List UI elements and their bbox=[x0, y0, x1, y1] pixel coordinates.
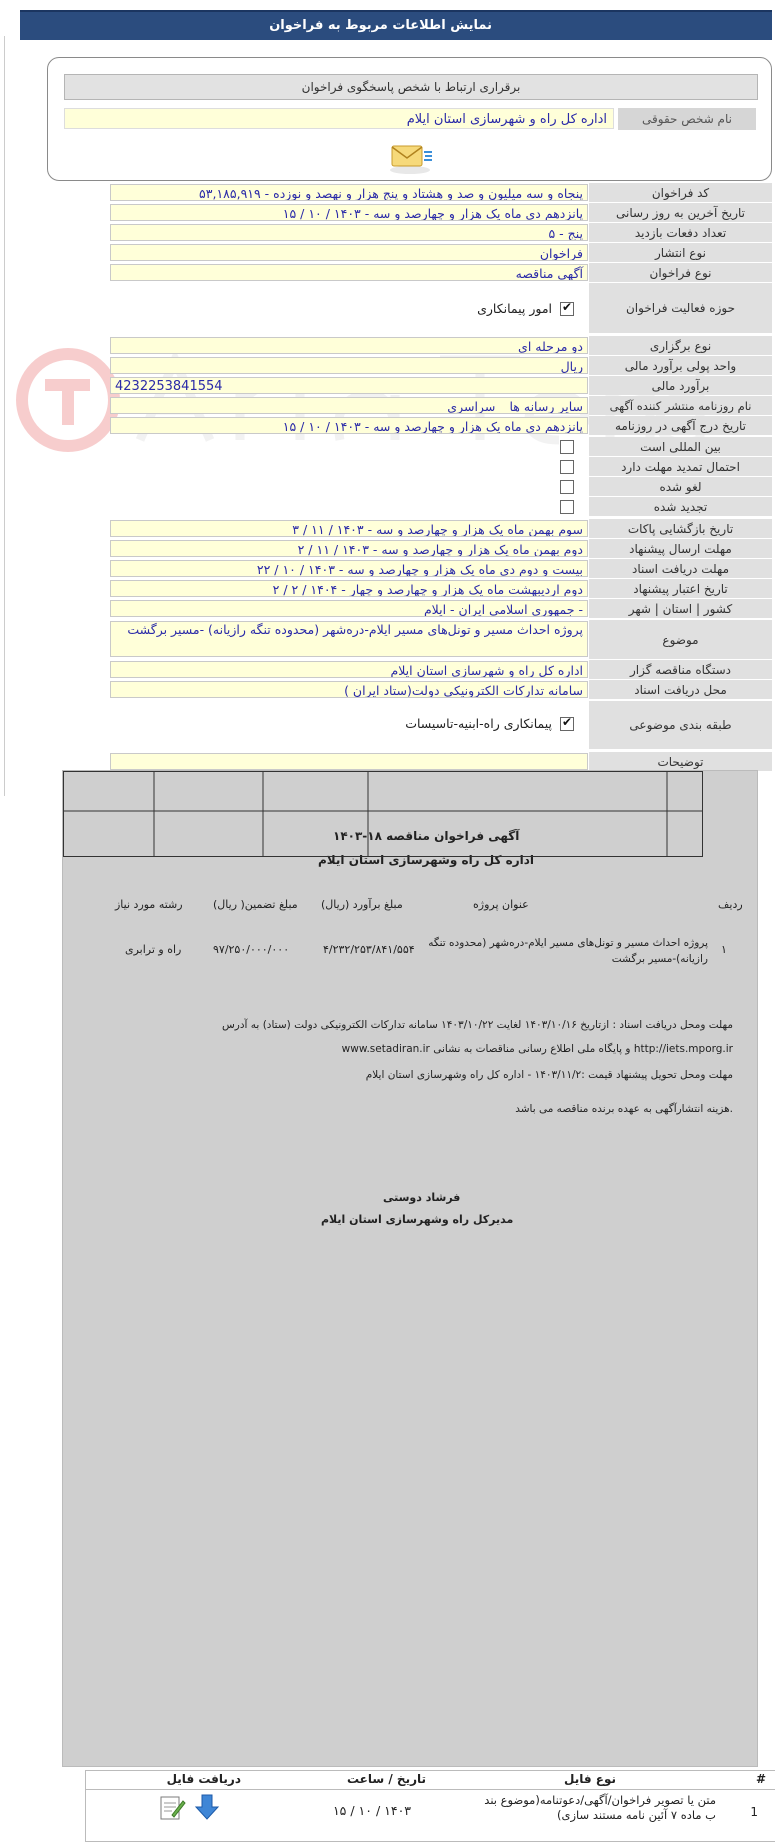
label-renewed: تجدید شده bbox=[589, 497, 772, 516]
label-revisions: تعداد دفعات بازدید bbox=[589, 223, 772, 242]
category-checkbox[interactable] bbox=[560, 717, 574, 731]
label-newspaper: نام روزنامه منتشر کننده آگهی bbox=[589, 396, 772, 415]
scan-td-project: پروژه احداث مسیر و تونل‌های مسیر ایلام-دره‌شهر (محدوده تنگه رازیانه)-مسیر برگشت bbox=[428, 937, 708, 965]
label-international: بین المللی است bbox=[589, 437, 772, 456]
legal-name-label: نام شخص حقوقی bbox=[618, 108, 756, 130]
label-currency: واحد پولی برآورد مالی bbox=[589, 356, 772, 375]
scan-th-guarantee: مبلغ تضمین( ریال) bbox=[213, 898, 298, 911]
label-organizer: دستگاه مناقصه گزار bbox=[589, 660, 772, 679]
row-activity bbox=[110, 283, 772, 333]
row-submit-deadline bbox=[110, 539, 772, 558]
value-subject: پروژه احداث مسیر و تونل‌های مسیر ایلام-دره‌شهر (محدوده تنگه رازیانه) -مسیر برگشت bbox=[110, 621, 588, 657]
files-th-num: # bbox=[755, 1772, 766, 1786]
scan-td-estimate: ۴/۲۳۲/۲۵۳/۸۴۱/۵۵۴ bbox=[323, 943, 415, 956]
cancelled-checkbox[interactable] bbox=[560, 480, 574, 494]
scan-subtitle: اداره کل راه وشهرسازی استان ایلام bbox=[318, 853, 535, 867]
row-renewed bbox=[110, 497, 772, 516]
value-call-type: آگهی مناقصه bbox=[110, 264, 588, 281]
label-call-type: نوع فراخوان bbox=[589, 263, 772, 282]
activity-checkbox[interactable] bbox=[560, 302, 574, 316]
value-notes bbox=[110, 753, 588, 770]
row-estimate bbox=[110, 376, 772, 395]
file-date: ۱۵ / ۱۰ / ۱۴۰۳ bbox=[332, 1803, 411, 1818]
row-currency bbox=[110, 356, 772, 375]
value-submit-deadline: ۲ / ۱۱ / ۱۴۰۳ - دوم بهمن ماه یک هزار و چهارصد و سه bbox=[110, 540, 588, 557]
renewed-checkbox[interactable] bbox=[560, 500, 574, 514]
files-th-download: دریافت فایل bbox=[166, 1772, 241, 1786]
label-opening: تاریخ بازگشایی پاکات bbox=[589, 519, 772, 538]
row-notes bbox=[110, 752, 772, 771]
label-code: کد فراخوان bbox=[589, 183, 772, 202]
scan-th-project: عنوان پروژه bbox=[473, 898, 529, 911]
international-checkbox[interactable] bbox=[560, 440, 574, 454]
value-revisions: ۵ - پنج bbox=[110, 224, 588, 241]
download-arrow-icon[interactable] bbox=[193, 1793, 221, 1824]
value-code: ۵۳,۱۸۵,۹۱۹ - پنجاه و سه میلیون و صد و هشتاد و پنج هزار و نهصد و نوزده bbox=[110, 184, 588, 201]
extension-checkbox[interactable] bbox=[560, 460, 574, 474]
value-last-update: ۱۵ / ۱۰ / ۱۴۰۳ - پانزدهم دی ماه یک هزار و چهارصد و سه bbox=[110, 204, 588, 221]
scan-th-field: رشته مورد نیاز bbox=[115, 898, 183, 911]
left-border bbox=[4, 36, 5, 796]
row-doc-deadline bbox=[110, 559, 772, 578]
label-holding-type: نوع برگزاری bbox=[589, 336, 772, 355]
files-header bbox=[86, 1771, 775, 1790]
row-revisions bbox=[110, 223, 772, 242]
contact-panel bbox=[47, 57, 772, 181]
scan-table bbox=[63, 771, 703, 857]
envelope-icon[interactable] bbox=[388, 140, 436, 179]
label-estimate: برآورد مالی bbox=[589, 376, 772, 395]
files-th-type: نوع فایل bbox=[564, 1772, 616, 1786]
row-extension bbox=[110, 457, 772, 476]
scan-line-2: www.setadiran.ir و پایگاه ملی اطلاع رسانی مناقصات به نشانی http://iets.mporg.ir bbox=[341, 1043, 733, 1055]
value-currency: ریال bbox=[110, 357, 588, 374]
row-subject bbox=[110, 620, 772, 659]
label-validity: تاریخ اعتبار پیشنهاد bbox=[589, 579, 772, 598]
files-table bbox=[85, 1770, 775, 1842]
label-last-update: تاریخ آخرین به روز رسانی bbox=[589, 203, 772, 222]
scan-th-estimate: مبلغ برآورد (ریال) bbox=[321, 898, 403, 911]
row-last-update bbox=[110, 203, 772, 222]
label-publish-type: نوع انتشار bbox=[589, 243, 772, 262]
edit-document-icon[interactable] bbox=[158, 1793, 186, 1824]
row-publish-type bbox=[110, 243, 772, 262]
scan-td-guarantee: ۹۷/۲۵۰/۰۰۰/۰۰۰ bbox=[213, 943, 290, 956]
value-estimate: 4232253841554 bbox=[110, 377, 588, 394]
label-publish-date: تاریخ درج آگهی در روزنامه bbox=[589, 416, 772, 435]
label-category: طبقه بندی موضوعی bbox=[589, 701, 772, 749]
value-location: جمهوری اسلامی ایران - ایلام - bbox=[110, 600, 588, 617]
label-activity: حوزه فعالیت فراخوان bbox=[589, 283, 772, 333]
file-type: متن یا تصویر فراخوان/آگهی/دعوتنامه(موضوع بند ب ماده ۷ آئین نامه مستند سازی) bbox=[484, 1793, 716, 1822]
label-doc-deadline: مهلت دریافت اسناد bbox=[589, 559, 772, 578]
row-opening bbox=[110, 519, 772, 538]
row-call-type bbox=[110, 263, 772, 282]
value-doc-place: سامانه تدارکات الکترونیکی دولت(ستاد ایران ) bbox=[110, 681, 588, 698]
value-validity: ۲ / ۲ / ۱۴۰۴ - دوم اردیبهشت ماه یک هزار و چهارصد و چهار bbox=[110, 580, 588, 597]
activity-checkbox-label: امور پیمانکاری bbox=[477, 301, 552, 316]
scan-line-3: مهلت ومحل تحویل پیشنهاد قیمت :۱۴۰۳/۱۱/۲ - اداره کل راه وشهرسازی استان ایلام bbox=[365, 1069, 733, 1081]
label-extension: احتمال تمدید مهلت دارد bbox=[589, 457, 772, 476]
value-opening: ۳ / ۱۱ / ۱۴۰۳ - سوم بهمن ماه یک هزار و چهارصد و سه bbox=[110, 520, 588, 537]
row-cancelled bbox=[110, 477, 772, 496]
row-category bbox=[110, 701, 772, 749]
scan-td-row: ۱ bbox=[721, 943, 727, 956]
label-submit-deadline: مهلت ارسال پیشنهاد bbox=[589, 539, 772, 558]
scan-signer-name: فرشاد دوستی bbox=[383, 1191, 461, 1204]
page-title: نمایش اطلاعات مربوط به فراخوان bbox=[269, 18, 492, 33]
label-location: کشور | استان | شهر bbox=[589, 599, 772, 618]
row-organizer bbox=[110, 660, 772, 679]
scan-line-1: مهلت ومحل دریافت اسناد : ازتاریخ ۱۴۰۳/۱۰/۱۶ لغایت ۱۴۰۳/۱۰/۲۲ سامانه تدارکات الکترونیکی دولت (ستاد) به آدرس bbox=[221, 1019, 733, 1031]
contact-title: برقراری ارتباط با شخص پاسخگوی فراخوان bbox=[64, 74, 758, 100]
row-holding-type bbox=[110, 336, 772, 355]
label-doc-place: محل دریافت اسناد bbox=[589, 680, 772, 699]
label-notes: توضیحات bbox=[589, 752, 772, 771]
row-doc-place bbox=[110, 680, 772, 699]
row-validity bbox=[110, 579, 772, 598]
page-header bbox=[20, 10, 772, 40]
category-checkbox-label: پیمانکاری راه-ابنیه-تاسیسات bbox=[405, 716, 552, 731]
row-publish-date bbox=[110, 416, 772, 435]
files-th-date: تاریخ / ساعت bbox=[346, 1772, 426, 1786]
label-subject: موضوع bbox=[589, 620, 772, 659]
value-publish-type: فراخوان bbox=[110, 244, 588, 261]
value-newspaper: سایر رسانه ها _ سراسری bbox=[110, 397, 588, 414]
value-publish-date: ۱۵ / ۱۰ / ۱۴۰۳ - پانزدهم دی ماه یک هزار و چهارصد و سه bbox=[110, 417, 588, 434]
value-doc-deadline: ۲۲ / ۱۰ / ۱۴۰۳ - بیست و دوم دی ماه یک هزار و چهارصد و سه bbox=[110, 560, 588, 577]
value-organizer: اداره کل راه و شهرسازی استان ایلام bbox=[110, 661, 588, 678]
row-location bbox=[110, 599, 772, 618]
scan-line-4: هزینه انتشارآگهی به عهده برنده مناقصه می باشد. bbox=[515, 1103, 733, 1115]
row-newspaper bbox=[110, 396, 772, 415]
legal-name-value: اداره کل راه و شهرسازی استان ایلام bbox=[64, 108, 614, 129]
row-international bbox=[110, 437, 772, 456]
scan-th-row: ردیف bbox=[718, 898, 743, 911]
scanned-notice-image bbox=[62, 770, 758, 1767]
value-holding-type: دو مرحله ای bbox=[110, 337, 588, 354]
scan-td-field: راه و ترابری bbox=[125, 943, 182, 956]
file-num: 1 bbox=[750, 1805, 758, 1819]
scan-title: آگهی فراخوان مناقصه ۱۸-۱۴۰۳ bbox=[333, 829, 520, 843]
scan-signer-title: مدیرکل راه وشهرسازی استان ایلام bbox=[321, 1213, 514, 1226]
label-cancelled: لغو شده bbox=[589, 477, 772, 496]
row-code bbox=[110, 183, 772, 202]
